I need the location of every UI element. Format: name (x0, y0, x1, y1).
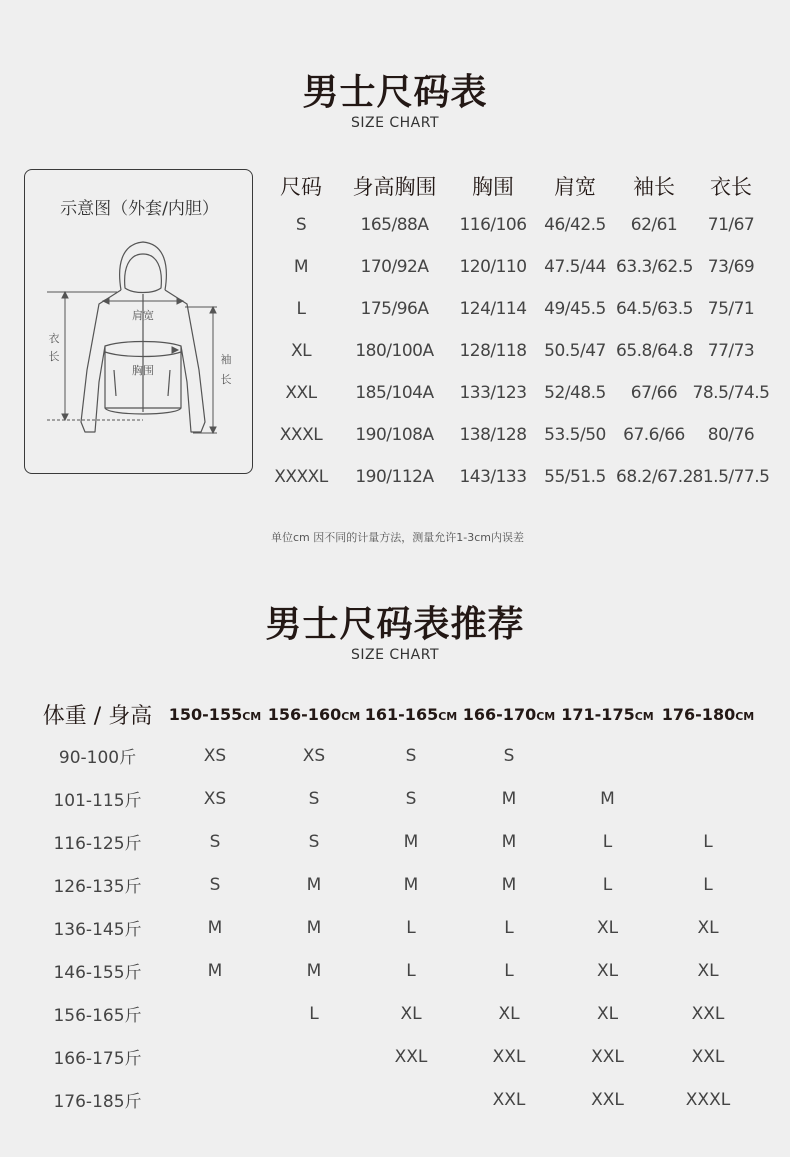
recommended-size-cell: M (501, 874, 517, 895)
table-cell: 50.5/47 (544, 341, 606, 361)
recommended-size-cell: M (306, 917, 322, 938)
size-chart-body (265, 204, 770, 498)
diagram-sleeve-label-2: 长 (220, 373, 232, 386)
recommended-size-cell: L (602, 831, 613, 852)
recommended-size-cell: XL (596, 960, 619, 981)
recommended-size-cell: M (306, 960, 322, 981)
weight-range-cell: 146-155斤 (53, 963, 142, 983)
recommended-size-cell: XXL (492, 1046, 526, 1067)
table-cell: 175/96A (360, 299, 429, 319)
recommended-size-cell: XXL (591, 1046, 624, 1067)
table-cell: 124/114 (459, 299, 527, 319)
table-cell: 120/110 (459, 257, 527, 277)
recommended-size-cell: XL (697, 960, 719, 981)
recommended-size-cell: S (405, 745, 417, 766)
table-row (30, 1078, 760, 1121)
height-range-header (559, 694, 656, 734)
table-cell: XXXXL (274, 467, 328, 487)
size-chart-header-cell: 尺码 (280, 175, 322, 199)
table-cell: S (295, 215, 307, 235)
recommended-size-cell: S (209, 874, 221, 895)
table-cell: 47.5/44 (544, 257, 606, 277)
table-cell: XL (290, 341, 312, 361)
height-unit: CM (536, 709, 556, 723)
recommended-size-cell: S (209, 831, 221, 852)
table-cell: 138/128 (459, 425, 527, 445)
recommend-header-row (30, 694, 760, 734)
recommended-size-cell: XL (596, 917, 619, 938)
table-row (30, 949, 760, 992)
recommend-title: 男士尺码表推荐 (265, 604, 525, 645)
height-range-value: 156-160 (267, 704, 342, 724)
size-chart-header-row (265, 168, 770, 204)
recommended-size-cell: XXL (394, 1046, 428, 1067)
recommended-size-cell: M (501, 831, 517, 852)
recommended-size-cell: XXL (691, 1046, 725, 1067)
table-cell: 67.6/66 (623, 425, 685, 445)
recommended-size-cell: L (504, 960, 514, 981)
recommended-size-cell (165, 992, 265, 1035)
recommend-table (30, 694, 760, 1121)
diagram-length-label-1: 衣 (48, 332, 60, 345)
table-row (265, 330, 770, 372)
height-range-header (363, 694, 459, 734)
table-cell: XXL (285, 383, 317, 403)
table-cell: 190/108A (355, 425, 434, 445)
diagram-length-label-2: 长 (48, 350, 60, 363)
table-cell: L (296, 299, 306, 319)
recommended-size-cell: XL (596, 1003, 619, 1024)
recommended-size-cell: XS (302, 745, 326, 766)
recommended-size-cell: M (501, 788, 517, 809)
table-cell: 77/73 (707, 341, 755, 361)
recommended-size-cell (656, 734, 760, 777)
weight-range-cell: 90-100斤 (58, 748, 137, 768)
recommended-size-cell: XXL (492, 1089, 526, 1110)
size-chart-table (265, 168, 770, 498)
height-range-value: 161-165 (364, 704, 439, 724)
table-cell: 52/48.5 (544, 383, 606, 403)
height-unit: CM (735, 709, 755, 723)
weight-range-cell: 101-115斤 (53, 791, 142, 811)
height-unit: CM (341, 709, 361, 723)
recommended-size-cell (165, 1035, 265, 1078)
height-range-value: 176-180 (661, 704, 736, 724)
recommended-size-cell: S (308, 831, 320, 852)
recommended-size-cell: L (504, 917, 514, 938)
weight-range-cell: 156-165斤 (53, 1006, 142, 1026)
height-range-header (459, 694, 559, 734)
table-cell: 46/42.5 (544, 215, 606, 235)
recommended-size-cell: XXXL (685, 1089, 731, 1110)
table-cell: 80/76 (707, 425, 755, 445)
recommended-size-cell: XXL (691, 1003, 725, 1024)
table-cell: 49/45.5 (544, 299, 606, 319)
diagram-label: 示意图（外套/内胆） (60, 199, 219, 219)
recommended-size-cell: XS (203, 745, 227, 766)
table-row (265, 204, 770, 246)
height-unit: CM (634, 709, 654, 723)
height-range-value: 171-175 (561, 704, 635, 724)
table-cell: M (293, 257, 309, 277)
jacket-icon (25, 170, 254, 475)
recommended-size-cell: S (503, 745, 515, 766)
size-chart-header-cell: 袖长 (633, 175, 675, 199)
weight-range-cell: 136-145斤 (53, 920, 142, 940)
recommended-size-cell: M (403, 831, 419, 852)
table-cell: 81.5/77.5 (692, 467, 770, 487)
table-cell: 180/100A (355, 341, 434, 361)
table-cell: 190/112A (355, 467, 434, 487)
weight-range-cell: 166-175斤 (53, 1049, 142, 1069)
recommended-size-cell: L (703, 831, 713, 852)
recommend-body (30, 734, 760, 1121)
recommended-size-cell: XL (400, 1003, 422, 1024)
table-cell: 62/61 (630, 215, 678, 235)
table-cell: 73/69 (707, 257, 755, 277)
recommended-size-cell: M (306, 874, 322, 895)
table-cell: 78.5/74.5 (692, 383, 770, 403)
recommended-size-cell (656, 777, 760, 820)
recommended-size-cell: M (207, 917, 223, 938)
table-cell: 68.2/67.2 (616, 467, 693, 487)
recommended-size-cell (559, 734, 656, 777)
table-row (30, 1035, 760, 1078)
recommend-corner-header: 体重 / 身高 (42, 703, 153, 729)
table-cell: 75/71 (707, 299, 755, 319)
table-row (265, 246, 770, 288)
recommended-size-cell: L (703, 874, 713, 895)
table-cell: 63.3/62.5 (616, 257, 693, 277)
table-cell: 55/51.5 (544, 467, 606, 487)
table-cell: 65.8/64.8 (616, 341, 693, 361)
table-cell: 170/92A (360, 257, 429, 277)
table-cell: 67/66 (630, 383, 678, 403)
recommended-size-cell: L (406, 917, 416, 938)
recommended-size-cell: S (308, 788, 320, 809)
table-row (30, 906, 760, 949)
weight-range-cell: 176-185斤 (53, 1092, 142, 1112)
weight-range-cell: 116-125斤 (53, 834, 142, 854)
table-cell: 165/88A (360, 215, 429, 235)
table-cell: 71/67 (707, 215, 755, 235)
recommended-size-cell: L (406, 960, 416, 981)
weight-range-cell: 126-135斤 (53, 877, 142, 897)
recommended-size-cell (265, 1078, 363, 1121)
diagram-shoulder-label: 肩宽 (132, 309, 154, 322)
height-unit: CM (438, 709, 458, 723)
diagram-sleeve-label-1: 袖 (220, 353, 232, 366)
recommended-size-cell: XS (203, 788, 227, 809)
table-row (265, 414, 770, 456)
table-row (265, 372, 770, 414)
recommended-size-cell: M (600, 788, 615, 809)
recommended-size-cell: M (207, 960, 223, 981)
table-cell: 64.5/63.5 (616, 299, 693, 319)
recommended-size-cell: XXL (591, 1089, 624, 1110)
table-row (30, 992, 760, 1035)
diagram-chest-label: 胸围 (132, 364, 154, 377)
table-row (265, 288, 770, 330)
measurement-diagram (24, 169, 253, 474)
recommended-size-cell (265, 1035, 363, 1078)
table-row (30, 863, 760, 906)
height-range-header (656, 694, 760, 734)
recommend-subtitle: SIZE CHART (350, 647, 440, 663)
recommended-size-cell: M (403, 874, 419, 895)
height-range-value: 150-155 (168, 704, 243, 724)
table-row (30, 734, 760, 777)
size-chart-subtitle: SIZE CHART (350, 115, 440, 131)
recommended-size-cell: L (309, 1003, 319, 1024)
size-chart-title: 男士尺码表 (302, 72, 488, 113)
recommended-size-cell: L (602, 874, 613, 895)
table-cell: 128/118 (459, 341, 527, 361)
recommended-size-cell (165, 1078, 265, 1121)
size-chart-header-cell: 衣长 (710, 175, 752, 199)
recommended-size-cell (363, 1078, 459, 1121)
measurement-note: 单位cm 因不同的计量方法，测量允许1-3cm内误差 (271, 531, 524, 544)
table-cell: XXXL (279, 425, 323, 445)
size-chart-header-cell: 身高胸围 (352, 175, 437, 199)
table-cell: 53.5/50 (544, 425, 606, 445)
table-row (265, 456, 770, 498)
table-cell: 185/104A (355, 383, 434, 403)
height-range-value: 166-170 (462, 704, 537, 724)
height-range-header (265, 694, 363, 734)
recommended-size-cell: XL (498, 1003, 520, 1024)
height-range-header (165, 694, 265, 734)
table-cell: 116/106 (459, 215, 527, 235)
table-cell: 143/133 (459, 467, 527, 487)
recommended-size-cell: XL (697, 917, 719, 938)
size-chart-header-cell: 肩宽 (554, 175, 596, 199)
table-cell: 133/123 (459, 383, 527, 403)
table-row (30, 820, 760, 863)
table-row (30, 777, 760, 820)
size-chart-header-cell: 胸围 (472, 175, 514, 199)
height-unit: CM (242, 709, 262, 723)
recommended-size-cell: S (405, 788, 417, 809)
